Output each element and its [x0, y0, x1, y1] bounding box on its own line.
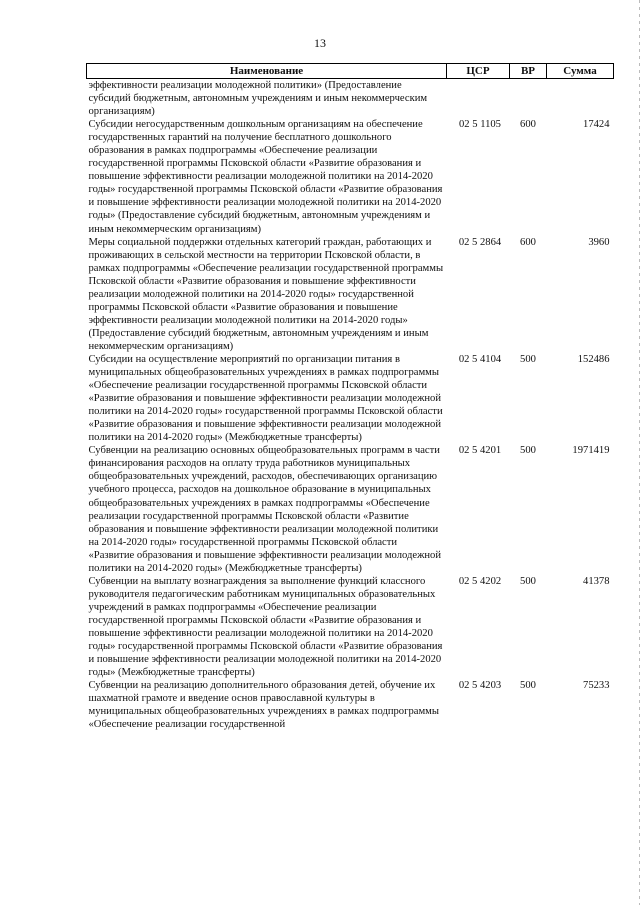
row-name: Субвенции на реализацию дополнительного образования детей, обучение их шахматной грамоте и введение основ православной культуры в муниципальных общеобразовательных учреждениях в рамках подпрограммы «Обеспечение реализации государственной: [88, 680, 439, 731]
row-name: Субсидии на осуществление мероприятий по организации питания в муниципальных общеобразовательных учреждениях в рамках подпрограммы «Обеспечение реализации государственной программы Псковской области «Развитие образования и повышение эффективности реализации молодежной политики на 2014-2020 годы» государственной программы Псковской области «Развитие образования и повышение эффективности реализации молодежной политики на 2014-2020 годы» (Межбюджетные трансферты): [88, 353, 443, 444]
row-csr: 02 5 4202: [458, 575, 502, 587]
budget-table: [86, 63, 614, 731]
row-csr: 02 5 2864: [458, 236, 502, 248]
row-vr: 500: [520, 680, 536, 692]
header-csr: ЦСР: [447, 64, 510, 79]
row-csr: 02 5 4104: [458, 353, 502, 365]
row-sum: 17424: [583, 119, 610, 131]
row-csr: 02 5 4201: [458, 445, 502, 457]
row-vr: 500: [520, 353, 536, 365]
row-name: Субвенции на выплату вознаграждения за выполнение функций классного руководителя педагогическим работникам муниципальных образовательных учреждений в рамках подпрограммы «Обеспечение реализации государственной программы Псковской области «Развитие образования и повышение эффективности реализации молодежной политики на 2014-2020 годы» государственной программы Псковской области «Развитие образования и повышение эффективности реализации молодежной политики на 2014-2020 годы» (Межбюджетные трансферты): [88, 575, 443, 679]
row-csr: [447, 79, 510, 119]
row-name: Субвенции на реализацию основных общеобразовательных программ в части финансирования расходов на оплату труда работников муниципальных общеобразовательных учреждений, расходов, обеспечивающих организацию учебного процесса, расходов на дошкольное образование в муниципальных общеобразовательных учреждениях в рамках подпрограммы «Обеспечение реализации государственной программы Псковской области «Развитие образования и повышение эффективности реализации молодежной политики на 2014-2020 годы» государственной программы Псковской области «Развитие образования и повышение эффективности реализации молодежной политики на 2014-2020 годы» (Межбюджетные трансферты): [88, 445, 442, 574]
table-row: [87, 79, 614, 119]
row-sum: 1971419: [572, 445, 610, 457]
header-vr: ВР: [510, 64, 547, 79]
row-vr: 600: [520, 119, 536, 131]
row-sum: 75233: [583, 680, 610, 692]
row-csr: 02 5 1105: [459, 119, 501, 131]
row-vr: [510, 79, 547, 119]
row-name: Меры социальной поддержки отдельных категорий граждан, работающих и проживающих в сельской местности на территории Псковской области, в рамках подпрограммы «Обеспечение реализации государственной программы Псковской области «Развитие образования и повышение эффективности реализации молодежной политики на 2014-2020 годы» государственной программы Псковской области «Развитие образования и повышение эффективности реализации молодежной политики на 2014-2020 годы» (Предоставление субсидий бюджетным, автономным учреждениям и иным некоммерческим организациям): [88, 236, 444, 352]
row-vr: 600: [520, 236, 536, 248]
row-vr: 500: [520, 445, 536, 457]
row-csr: 02 5 4203: [458, 680, 502, 692]
row-name: эффективности реализации молодежной политики» (Предоставление субсидий бюджетным, автономным учреждениям и иным некоммерческим организациям): [88, 80, 428, 118]
row-name: Субсидии негосударственным дошкольным организациям на обеспечение государственных гарантий на получение бесплатного дошкольного образования в рамках подпрограммы «Обеспечение реализации государственной программы Псковской области «Развитие образования и повышение эффективности реализации молодежной политики на 2014-2020 годы» государственной программы Псковской области «Развитие образования и повышение эффективности реализации молодежной политики на 2014-2020 годы» (Предоставление субсидий бюджетным, автономным учреждениям и иным некоммерческим организациям): [88, 119, 443, 235]
table-row: [87, 444, 614, 574]
header-sum: Сумма: [547, 64, 614, 79]
row-sum: [547, 79, 614, 119]
row-sum: 41378: [583, 575, 610, 587]
table-row: [87, 575, 614, 679]
table-row: [87, 679, 614, 731]
row-vr: 500: [520, 575, 536, 587]
table-row: [87, 353, 614, 444]
row-sum: 152486: [577, 353, 610, 365]
header-name: Наименование: [87, 64, 447, 79]
row-sum: 3960: [588, 236, 610, 248]
page-number: 13: [314, 36, 326, 50]
table-header-row: [87, 64, 614, 79]
table-row: [87, 236, 614, 353]
table-row: [87, 118, 614, 235]
